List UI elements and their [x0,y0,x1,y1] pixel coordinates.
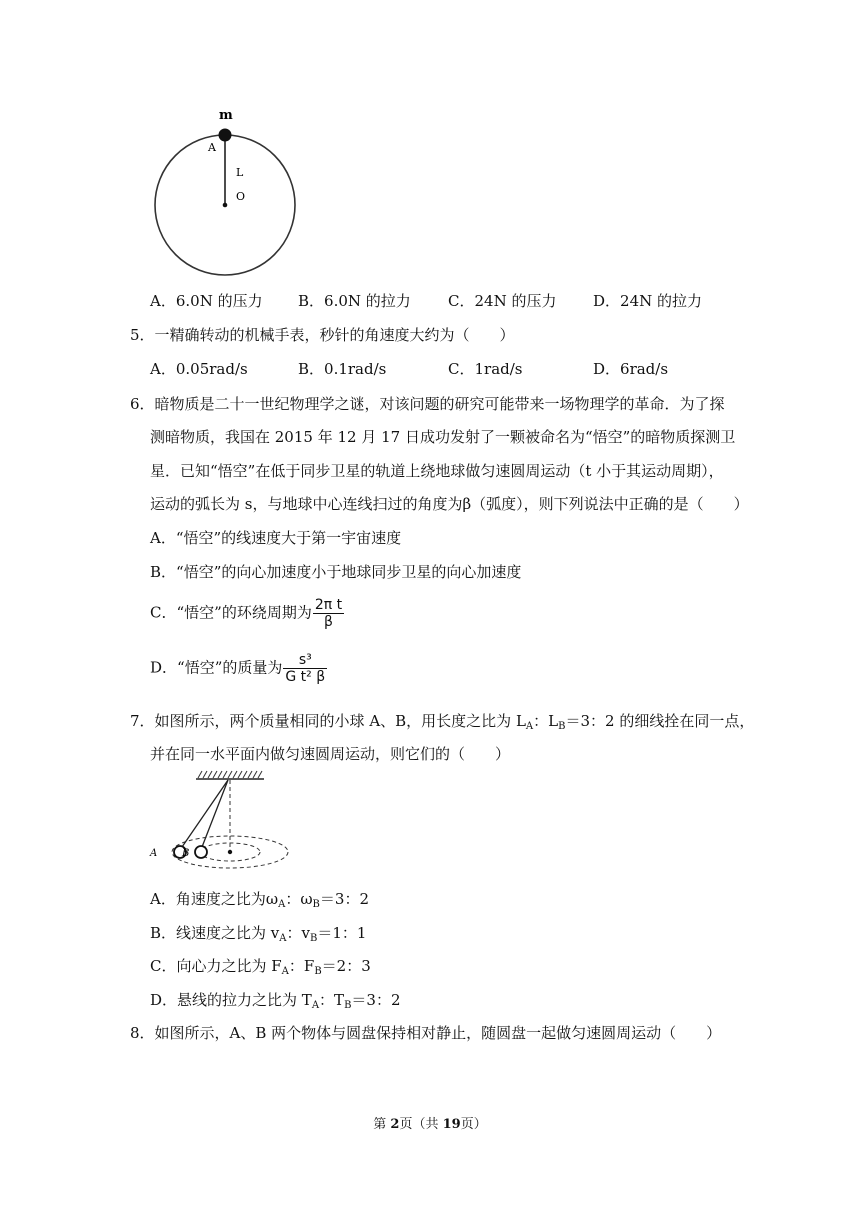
q4-option-b: B．6.0N 的拉力 [298,292,411,310]
center-dot [228,850,232,854]
q6-option-d [150,652,327,685]
ceiling-hatch [198,771,262,778]
q6-option-d-text: D．“悟空”的质量为 [150,658,283,677]
q6-option-a: A．“悟空”的线速度大于第一宇宙速度 [150,529,402,547]
q6-stem-line2: 测暗物质，我国在 2015 年 12 月 17 日成功发射了一颗被命名为“悟空”的暗物质探测卫 [150,428,736,446]
q8-stem: 8．如图所示，A、B 两个物体与圆盘保持相对静止，随圆盘一起做匀速圆周运动（ ） [130,1024,722,1042]
ball-b-label: B [182,848,190,859]
total-pages: 19 [442,1117,461,1132]
center-point [223,203,228,208]
q4-option-d: D．24N 的拉力 [593,292,703,310]
q6-option-c [150,597,344,630]
q4-option-c: C．24N 的压力 [448,292,557,310]
circle-motion-figure [150,105,300,280]
q7-option-a: A．角速度之比为$\omega_A$：$\omega_B=3$：2 [150,890,369,910]
page-number: 2 [390,1117,400,1132]
q6-stem-line1: 6．暗物质是二十一世纪物理学之谜，对该问题的研究可能带来一场物理学的革命．为了探 [130,395,725,413]
mass-denominator: G t² β [285,669,326,685]
q5-option-d: D．6rad/s [593,360,669,378]
q7-option-b: B．线速度之比为 $v_A$：$v_B=1$：1 [150,924,367,944]
mass-numerator: s³ [283,652,327,669]
mass-ball [219,129,232,142]
q6-stem-line3: 星．已知“悟空”在低于同步卫星的轨道上绕地球做匀速圆周运动（t 小于其运动周期）， [150,462,724,480]
ball-a-label: A [150,848,158,859]
q5-option-b: B．0.1rad/s [298,360,387,378]
q6-option-b: B．“悟空”的向心加速度小于地球同步卫星的向心加速度 [150,563,522,581]
center-o-label: O [236,190,246,203]
q4-option-a: A．6.0N 的压力 [150,292,263,310]
q5-stem: 5．一精确转动的机械手表，秒针的角速度大约为（ ） [130,326,515,344]
q7-option-d: D．悬线的拉力之比为 $T_A$：$T_B=3$：2 [150,991,401,1011]
period-formula [313,597,344,630]
conical-pendulum-figure [140,768,300,876]
q4-options [150,290,750,312]
q7-option-c: C．向心力之比为 $F_A$：$F_B=2$：3 [150,957,371,977]
q7-stem-line1: 7．如图所示，两个质量相同的小球 A、B，用长度之比为 $L_A$：$L_B=3$：2 的细线拴在同一点， [130,712,755,732]
q5-option-a: A．0.05rad/s [150,360,248,378]
string-b [202,780,228,847]
q6-option-c-text: C．“悟空”的环绕周期为 [150,603,312,622]
point-a-label: A [208,141,216,154]
length-label: L [236,166,244,179]
period-denominator: β [324,614,333,630]
mass-label: m [219,108,233,123]
q5-option-c: C．1rad/s [448,360,523,378]
period-numerator: 2π t [314,597,343,613]
page-footer: 第 2页（共 19页） [373,1117,487,1132]
q6-stem-line4: 运动的弧长为 s，与地球中心连线扫过的角度为β（弧度），则下列说法中正确的是（ ） [150,495,749,513]
mass-formula [283,652,327,685]
q5-options [150,358,750,380]
string-a [182,780,228,847]
q7-stem-line2: 并在同一水平面内做匀速圆周运动，则它们的（ ） [150,745,511,763]
ball-b [195,846,207,858]
